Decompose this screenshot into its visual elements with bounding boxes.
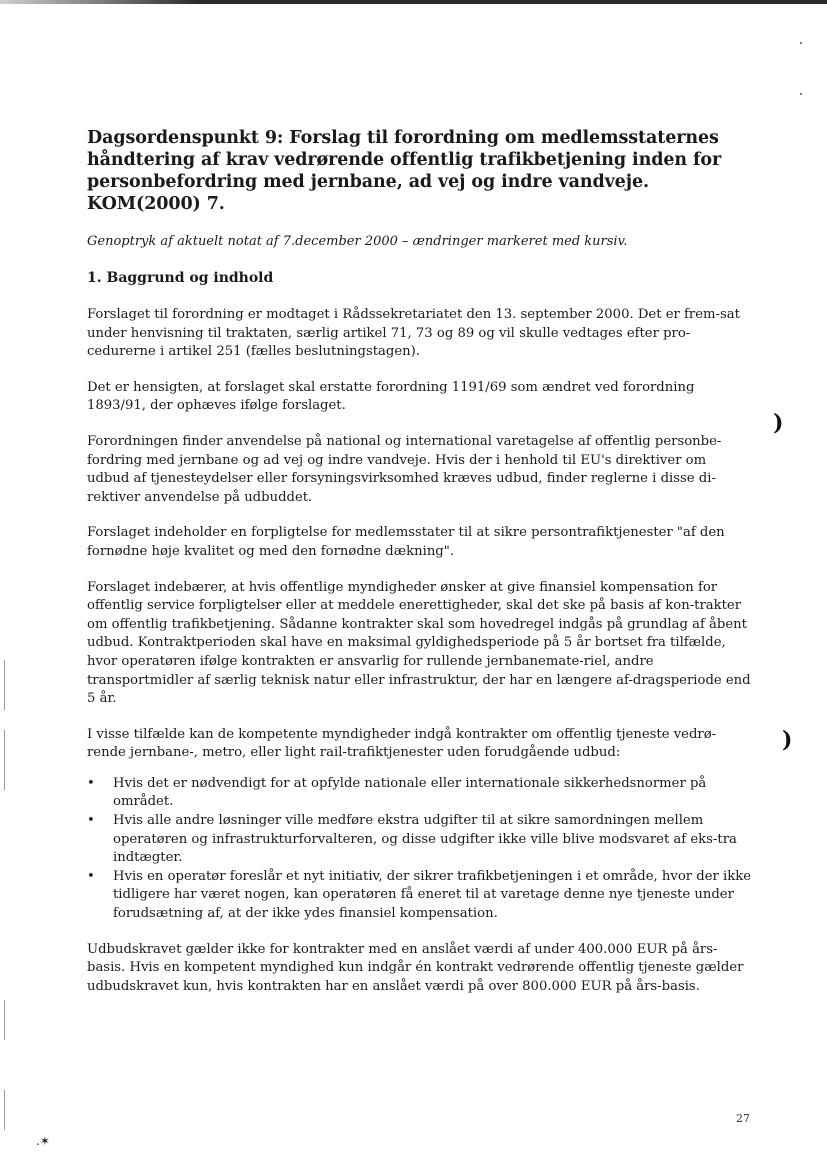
section-heading: 1. Baggrund og indhold [87, 270, 274, 286]
closing-paragraph: Udbudskravet gælder ikke for kontrakter med en anslået værdi af under 400.000 EUR på års-basis. Hvis en kompetent myndighed kun indgår én kontrakt vedrørende offentlig tjeneste gælder udbudskravet kun, hvis kontrakten har en anslået værdi på over 800.000 EUR på års-basis. [87, 941, 744, 994]
list-item [87, 775, 752, 812]
list-item [87, 812, 752, 868]
paragraph: Forslaget indebærer, at hvis offentlige myndigheder ønsker at give finansiel kompensation for offentlig service forpligtelser eller at meddele enerettigheder, skal det ske på basis af kon-trakter om offentlig trafikbetjening. Sådanne kontrakter skal som hovedregel indgås på grundlag af åbent udbud. Kontraktperioden skal have en maksimal gyldighedsperiode på 5 år bortset fra tilfælde, hvor operatøren ifølge kontrakten er ansvarlig for rullende jernbanemate-riel, andre transportmidler af særlig teknisk natur eller infrastruktur, der har en længere af-dragsperiode end 5 år. [87, 579, 751, 707]
revision-margin-mark: ) [782, 727, 793, 753]
paragraph: Forslaget indeholder en forpligtelse for medlemsstater til at sikre persontrafiktjenester "af den fornødne høje kvalitet og med den fornødne dækning". [87, 525, 725, 559]
paragraph: Det er hensigten, at forslaget skal erstatte forordning 1191/69 som ændret ved forordning 1893/91, der ophæves ifølge forslaget. [87, 379, 695, 414]
left-scan-edge [4, 660, 5, 710]
list-item [87, 868, 752, 924]
bullet-icon: • [87, 813, 95, 829]
document-body [87, 127, 752, 1013]
document-subtitle: Genoptryk af aktuelt notat af 7.december 2000 – ændringer markeret med kursiv. [87, 234, 628, 249]
bullet-list [87, 775, 752, 924]
page-number: 27 [736, 1112, 750, 1125]
scan-artifact-icon: .✶ [36, 1134, 50, 1148]
revision-margin-mark: ) [773, 410, 784, 436]
top-scan-edge-fade [0, 0, 200, 4]
paragraph: Forslaget til forordning er modtaget i Rådssekretariatet den 13. september 2000. Det er frem-sat under henvisning til traktaten, særlig artikel 71, 73 og 89 og vil skulle vedtages efter pro-cedurerne i artikel 251 (fælles beslutningstagen). [87, 307, 740, 360]
left-scan-edge [4, 730, 5, 790]
list-item-text: Hvis alle andre løsninger ville medføre ekstra udgifter til at sikre samordningen mellem operatøren og infrastrukturforvalteren, og disse udgifter ikke ville blive modsvaret af eks-tra indtægter. [113, 813, 737, 866]
left-scan-edge [4, 1000, 5, 1040]
document-title: Dagsordenspunkt 9: Forslag til forordning om medlemsstaternes håndtering af krav vedrørende offentlig trafikbetjening inden for personbefordring med jernbane, ad vej og indre vandveje. KOM(2000) 7. [87, 128, 722, 214]
scan-speck [800, 93, 802, 95]
paragraph: Forordningen finder anvendelse på national og international varetagelse af offentlig personbe-fordring med jernbane og ad vej og indre vandveje. Hvis der i henhold til EU's direktiver om udbud af tjenesteydelser eller forsyningsvirksomhed kræves udbud, finder reglerne i disse di-rektiver anvendelse på udbuddet. [87, 433, 722, 505]
paragraph: I visse tilfælde kan de kompetente myndigheder indgå kontrakter om offentlig tjeneste vedrø-rende jernbane-, metro, eller light rail-trafiktjenester uden forudgående udbud: [87, 726, 717, 761]
left-scan-edge [4, 1090, 5, 1130]
scan-speck [800, 42, 802, 44]
bullet-icon: • [87, 775, 95, 791]
list-item-text: Hvis en operatør foreslår et nyt initiativ, der sikrer trafikbetjeningen i et område, hvor der ikke tidligere har været nogen, kan operatøren få eneret til at varetage denne nye tjeneste under forudsætning af, at der ikke ydes finansiel kompensation. [113, 868, 752, 922]
bullet-icon: • [87, 868, 95, 884]
list-item-text: Hvis det er nødvendigt for at opfylde nationale eller internationale sikkerhedsnormer på området. [113, 775, 707, 810]
